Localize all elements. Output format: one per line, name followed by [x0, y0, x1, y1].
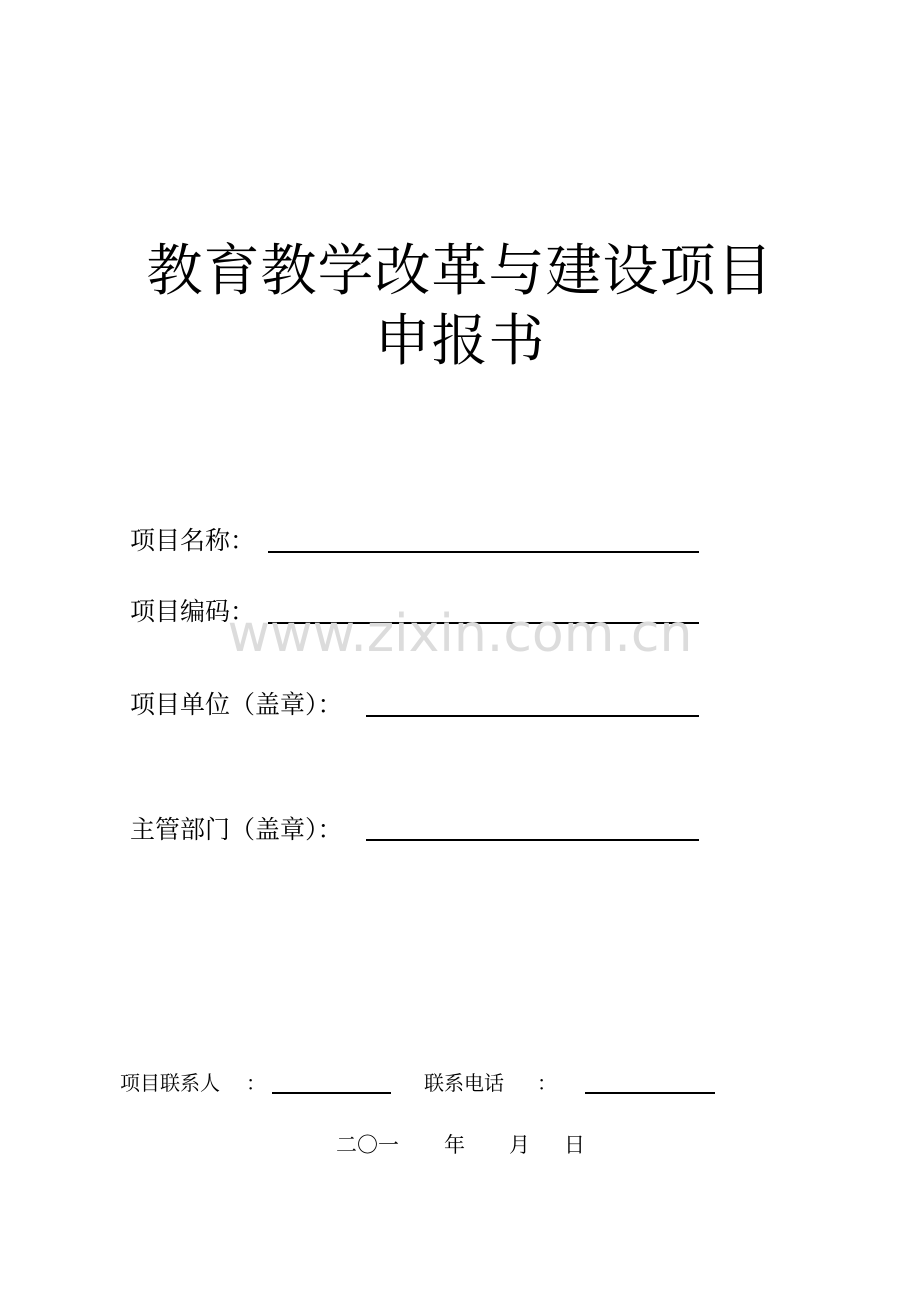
- contact-person-label: 项目联系人: [120, 1071, 220, 1095]
- project-name-field[interactable]: [268, 551, 699, 553]
- contact-person-colon: ：: [246, 1071, 266, 1095]
- date-month-unit: 月: [509, 1133, 530, 1157]
- project-code-field[interactable]: [268, 622, 699, 624]
- contact-phone-label: 联系电话: [424, 1071, 504, 1095]
- date-day-unit: 日: [564, 1133, 585, 1157]
- date-year-prefix: 二〇一: [336, 1133, 399, 1157]
- supervising-dept-label: 主管部门（盖章）：: [130, 815, 343, 844]
- supervising-dept-field[interactable]: [366, 839, 699, 841]
- document-title: 教育教学改革与建设项目: [146, 239, 774, 304]
- project-code-label: 项目编码：: [130, 597, 256, 626]
- contact-phone-colon: ：: [537, 1071, 557, 1095]
- date-year-unit: 年: [444, 1133, 465, 1157]
- document-subtitle: 申报书: [374, 309, 546, 374]
- project-unit-label: 项目单位（盖章）：: [130, 690, 343, 719]
- site-watermark: www.zixin.com.cn: [227, 604, 693, 664]
- project-unit-field[interactable]: [366, 715, 699, 717]
- project-name-label: 项目名称：: [130, 526, 256, 555]
- contact-phone-field[interactable]: [585, 1092, 715, 1094]
- contact-person-field[interactable]: [272, 1092, 391, 1094]
